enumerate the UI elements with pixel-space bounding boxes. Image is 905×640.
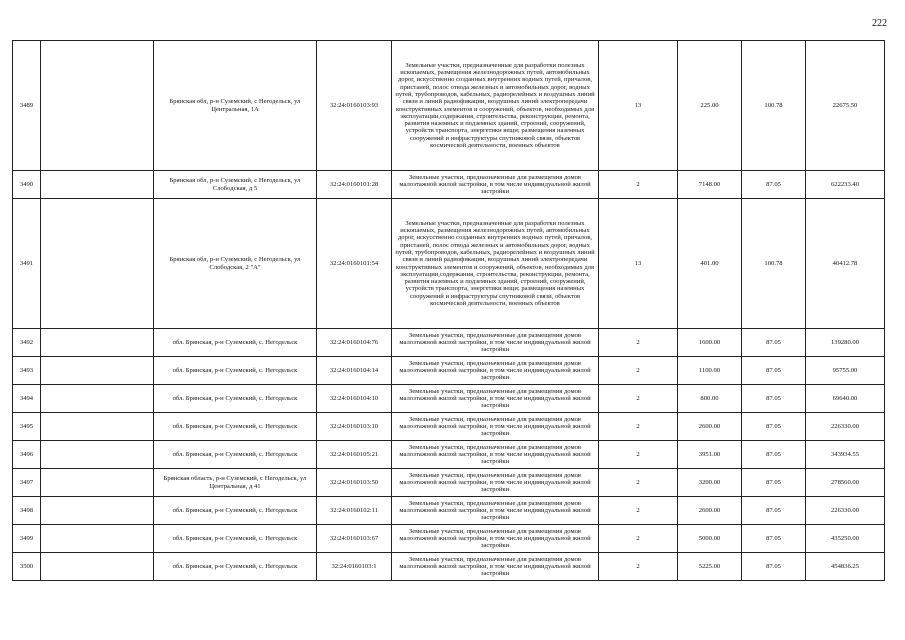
empty-cell <box>41 199 154 329</box>
rate-cell: 100.78 <box>742 199 806 329</box>
land-use-cell: Земельные участки, предназначенные для размещения домов малоэтажной жилой застройки, в том числе индивидуальной жилой застройки <box>392 469 599 497</box>
group-cell: 2 <box>599 469 678 497</box>
area-cell: 800.00 <box>678 385 742 413</box>
land-use-cell: Земельные участки, предназначенные для размещения домов малоэтажной жилой застройки, в том числе индивидуальной жилой застройки <box>392 329 599 357</box>
cadastral-number-cell: 32:24:0160101:28 <box>317 171 392 199</box>
address-cell: Брянская область, р-н Суземский, с Негодельск, ул Центральная, д 41 <box>154 469 317 497</box>
rate-cell: 87.05 <box>742 525 806 553</box>
address-cell: обл. Брянская, р-н Суземский, с. Негодельск <box>154 553 317 581</box>
empty-cell <box>41 357 154 385</box>
group-cell: 2 <box>599 497 678 525</box>
cadastral-value-cell: 226330.00 <box>806 413 885 441</box>
area-cell: 2600.00 <box>678 413 742 441</box>
table-row <box>13 497 885 525</box>
area-cell: 1600.00 <box>678 329 742 357</box>
cadastral-number-cell: 32:24:0160103:67 <box>317 525 392 553</box>
area-cell: 1100.00 <box>678 357 742 385</box>
land-use-cell: Земельные участки, предназначенные для размещения домов малоэтажной жилой застройки, в том числе индивидуальной жилой застройки <box>392 553 599 581</box>
row-number: 3489 <box>13 41 41 171</box>
area-cell: 2600.00 <box>678 497 742 525</box>
empty-cell <box>41 329 154 357</box>
empty-cell <box>41 469 154 497</box>
area-cell: 5225.00 <box>678 553 742 581</box>
cadastral-number-cell: 32:24:0160103:93 <box>317 41 392 171</box>
area-cell: 225.00 <box>678 41 742 171</box>
empty-cell <box>41 385 154 413</box>
row-number: 3497 <box>13 469 41 497</box>
rate-cell: 87.05 <box>742 329 806 357</box>
empty-cell <box>41 171 154 199</box>
cadastral-value-cell: 139280.00 <box>806 329 885 357</box>
rate-cell: 87.05 <box>742 469 806 497</box>
table-row <box>13 469 885 497</box>
row-number: 3495 <box>13 413 41 441</box>
address-cell: Брянская обл, р-н Суземский, с Негодельск, ул Слободская, д 5 <box>154 171 317 199</box>
cadastral-value-cell: 435250.00 <box>806 525 885 553</box>
row-number: 3491 <box>13 199 41 329</box>
page-number: 222 <box>872 18 887 29</box>
land-use-cell: Земельные участки, предназначенные для разработки полезных ископаемых, размещения железнодорожных путей, автомобильных дорог, искусственно созданных внутренних водных путей, причалов, пристаней, полос отвода железных и автомобильных дорог, водных путей, трубопроводов, кабельных, радиорелейных и воздушных линий связи и линий радиофикации, воздушных линий электропередачи конструктивных элементов и сооружений, объектов, необходимых для эксплуатации,содержания, строительства, реконструкции, ремонта, развития наземных и подземных зданий, строений, сооружений, устройств транспорта, энергетики вещи; размещения наземных сооружений и инфраструктуры спутниковой связи, объектов космической деятельности, военных объектов <box>392 41 599 171</box>
address-cell: обл. Брянская, р-н Суземский, с. Негодельск <box>154 329 317 357</box>
rate-cell: 87.05 <box>742 553 806 581</box>
cadastral-number-cell: 32:24:0160101:54 <box>317 199 392 329</box>
group-cell: 13 <box>599 41 678 171</box>
rate-cell: 87.05 <box>742 171 806 199</box>
cadastral-number-cell: 32:24:0160103:10 <box>317 413 392 441</box>
empty-cell <box>41 525 154 553</box>
table-row <box>13 413 885 441</box>
cadastral-value-cell: 226330.00 <box>806 497 885 525</box>
land-use-cell: Земельные участки, предназначенные для размещения домов малоэтажной жилой застройки, в том числе индивидуальной жилой застройки <box>392 357 599 385</box>
group-cell: 2 <box>599 553 678 581</box>
address-cell: обл. Брянская, р-н Суземский, с. Негодельск <box>154 357 317 385</box>
cadastral-value-cell: 22675.50 <box>806 41 885 171</box>
address-cell: обл. Брянская, р-н Суземский, с. Негодельск <box>154 525 317 553</box>
cadastral-number-cell: 32:24:0160103:50 <box>317 469 392 497</box>
group-cell: 2 <box>599 525 678 553</box>
rate-cell: 100.78 <box>742 41 806 171</box>
address-cell: обл. Брянская, р-н Суземский, с. Негодельск <box>154 413 317 441</box>
table-row <box>13 357 885 385</box>
table-row <box>13 199 885 329</box>
table-row <box>13 171 885 199</box>
rate-cell: 87.05 <box>742 357 806 385</box>
group-cell: 2 <box>599 413 678 441</box>
cadastral-value-cell: 278560.00 <box>806 469 885 497</box>
land-use-cell: Земельные участки, предназначенные для разработки полезных ископаемых, размещения железнодорожных путей, автомобильных дорог, искусственно созданных внутренних водных путей, причалов, пристаней, полос отвода железных и автомобильных дорог, водных путей, трубопроводов, кабельных, радиорелейных и воздушных линий связи и линий радиофикации, воздушных линий электропередачи конструктивных элементов и сооружений, объектов, необходимых для эксплуатации,содержания, строительства, реконструкции, ремонта, развития наземных и подземных зданий, строений, сооружений, устройств транспорта, энергетики вещи; размещения наземных сооружений и инфраструктуры спутниковой связи, объектов космической деятельности, военных объектов <box>392 199 599 329</box>
table-row <box>13 525 885 553</box>
area-cell: 5000.00 <box>678 525 742 553</box>
group-cell: 2 <box>599 357 678 385</box>
rate-cell: 87.05 <box>742 441 806 469</box>
row-number: 3500 <box>13 553 41 581</box>
table-row <box>13 441 885 469</box>
cadastral-value-cell: 622233.40 <box>806 171 885 199</box>
land-use-cell: Земельные участки, предназначенные для размещения домов малоэтажной жилой застройки, в том числе индивидуальной жилой застройки <box>392 441 599 469</box>
cadastral-number-cell: 32:24:0160105:21 <box>317 441 392 469</box>
cadastral-value-cell: 454836.25 <box>806 553 885 581</box>
land-use-cell: Земельные участки, предназначенные для размещения домов малоэтажной жилой застройки, в том числе индивидуальной жилой застройки <box>392 171 599 199</box>
cadastral-number-cell: 32:24:0160102:11 <box>317 497 392 525</box>
rate-cell: 87.05 <box>742 413 806 441</box>
row-number: 3499 <box>13 525 41 553</box>
cadastral-value-cell: 40412.78 <box>806 199 885 329</box>
empty-cell <box>41 441 154 469</box>
address-cell: Брянская обл, р-н Суземский, с Негодельск, ул Слободская, 2 "А" <box>154 199 317 329</box>
land-use-cell: Земельные участки, предназначенные для размещения домов малоэтажной жилой застройки, в том числе индивидуальной жилой застройки <box>392 385 599 413</box>
address-cell: обл. Брянская, р-н Суземский, с. Негодельск <box>154 497 317 525</box>
table-row <box>13 41 885 171</box>
land-registry-table <box>12 40 885 581</box>
group-cell: 2 <box>599 171 678 199</box>
table-row <box>13 385 885 413</box>
group-cell: 2 <box>599 385 678 413</box>
rate-cell: 87.05 <box>742 497 806 525</box>
row-number: 3496 <box>13 441 41 469</box>
row-number: 3492 <box>13 329 41 357</box>
cadastral-value-cell: 95755.00 <box>806 357 885 385</box>
cadastral-number-cell: 32:24:0160104:76 <box>317 329 392 357</box>
land-use-cell: Земельные участки, предназначенные для размещения домов малоэтажной жилой застройки, в том числе индивидуальной жилой застройки <box>392 413 599 441</box>
area-cell: 3200.00 <box>678 469 742 497</box>
table-row <box>13 329 885 357</box>
cadastral-value-cell: 343934.55 <box>806 441 885 469</box>
row-number: 3494 <box>13 385 41 413</box>
empty-cell <box>41 413 154 441</box>
address-cell: обл. Брянская, р-н Суземский, с. Негодельск <box>154 385 317 413</box>
empty-cell <box>41 41 154 171</box>
address-cell: Брянская обл, р-н Суземский, с Негодельск, ул Центральная, 1А <box>154 41 317 171</box>
empty-cell <box>41 497 154 525</box>
group-cell: 13 <box>599 199 678 329</box>
group-cell: 2 <box>599 329 678 357</box>
row-number: 3493 <box>13 357 41 385</box>
area-cell: 7148.00 <box>678 171 742 199</box>
land-use-cell: Земельные участки, предназначенные для размещения домов малоэтажной жилой застройки, в том числе индивидуальной жилой застройки <box>392 497 599 525</box>
cadastral-number-cell: 32:24:0160103:1 <box>317 553 392 581</box>
area-cell: 3951.00 <box>678 441 742 469</box>
rate-cell: 87.05 <box>742 385 806 413</box>
cadastral-value-cell: 69640.00 <box>806 385 885 413</box>
row-number: 3490 <box>13 171 41 199</box>
land-use-cell: Земельные участки, предназначенные для размещения домов малоэтажной жилой застройки, в том числе индивидуальной жилой застройки <box>392 525 599 553</box>
row-number: 3498 <box>13 497 41 525</box>
empty-cell <box>41 553 154 581</box>
cadastral-number-cell: 32:24:0160104:10 <box>317 385 392 413</box>
cadastral-number-cell: 32:24:0160104:14 <box>317 357 392 385</box>
area-cell: 401.00 <box>678 199 742 329</box>
table-row <box>13 553 885 581</box>
address-cell: обл. Брянская, р-н Суземский, с. Негодельск <box>154 441 317 469</box>
group-cell: 2 <box>599 441 678 469</box>
